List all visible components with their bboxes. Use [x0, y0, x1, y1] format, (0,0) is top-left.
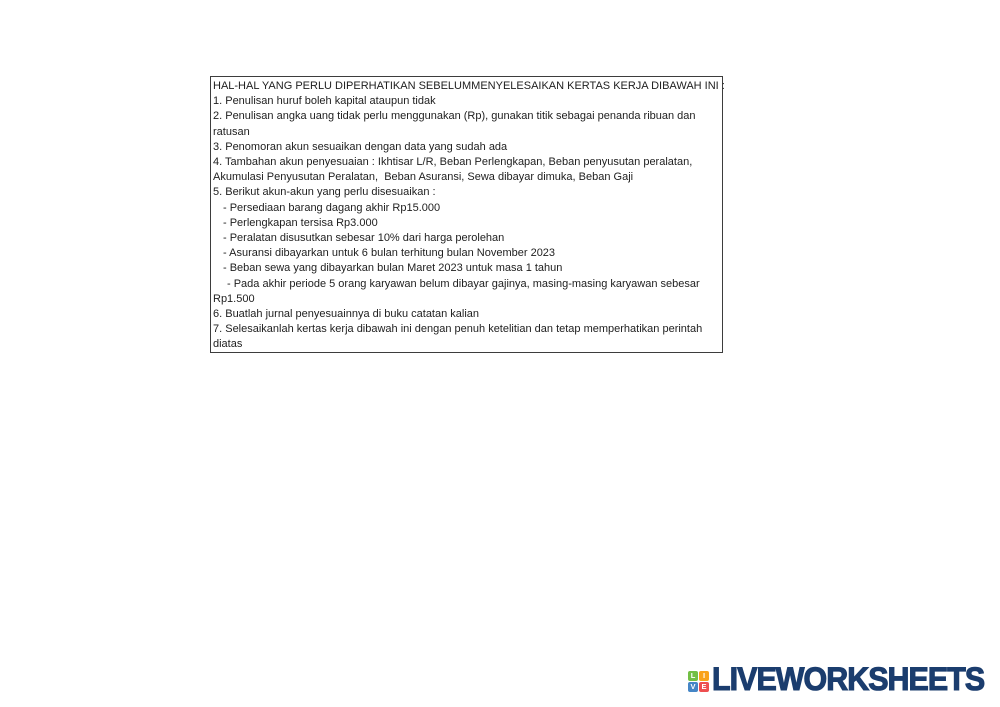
instruction-line: 5. Berikut akun-akun yang perlu disesuaikan :: [213, 186, 436, 199]
instruction-line: 1. Penulisan huruf boleh kapital ataupun tidak: [213, 95, 436, 108]
instruction-line: 6. Buatlah jurnal penyesuainnya di buku catatan kalian: [213, 308, 480, 321]
instruction-line: Akumulasi Penyusutan Peralatan, Beban Asuransi, Sewa dibayar dimuka, Beban Gaji: [213, 171, 634, 184]
logo-tile-l: L: [688, 671, 698, 681]
liveworksheets-logo[interactable]: [688, 661, 998, 698]
logo-tile-e: E: [699, 682, 709, 692]
instruction-line: 3. Penomoran akun sesuaikan dengan data yang sudah ada: [213, 140, 508, 153]
instruction-line: HAL-HAL YANG PERLU DIPERHATIKAN SEBELUMMENYELESAIKAN KERTAS KERJA DIBAWAH INI :: [213, 80, 725, 92]
instruction-line: - Beban sewa yang dibayarkan bulan Maret 2023 untuk masa 1 tahun: [223, 262, 563, 275]
instructions-box: [210, 76, 723, 353]
liveworksheets-logo-icon: [688, 671, 709, 692]
instruction-line: 7. Selesaikanlah kertas kerja dibawah ini dengan penuh ketelitian dan tetap memperhatikan perintah: [213, 323, 703, 336]
instruction-line: - Persediaan barang dagang akhir Rp15.000: [223, 201, 441, 214]
instruction-line: 2. Penulisan angka uang tidak perlu menggunakan (Rp), gunakan titik sebagai penanda ribuan dan: [213, 110, 696, 123]
instruction-line: 4. Tambahan akun penyesuaian : Ikhtisar L/R, Beban Perlengkapan, Beban penyusutan peralatan,: [213, 156, 693, 169]
instruction-line: - Pada akhir periode 5 orang karyawan belum dibayar gajinya, masing-masing karyawan sebesar: [227, 277, 700, 290]
instruction-line: Rp1.500: [213, 292, 255, 305]
instruction-line: diatas: [213, 338, 243, 351]
logo-tile-i: I: [699, 671, 709, 681]
instruction-line: ratusan: [213, 125, 250, 138]
logo-tile-v: V: [688, 682, 698, 692]
instruction-line: - Asuransi dibayarkan untuk 6 bulan terhitung bulan November 2023: [223, 247, 556, 260]
instruction-line: - Perlengkapan tersisa Rp3.000: [223, 216, 378, 229]
logo-wordmark: LIVEWORKSHEETS: [712, 661, 985, 697]
instruction-line: - Peralatan disusutkan sebesar 10% dari harga perolehan: [223, 232, 505, 245]
